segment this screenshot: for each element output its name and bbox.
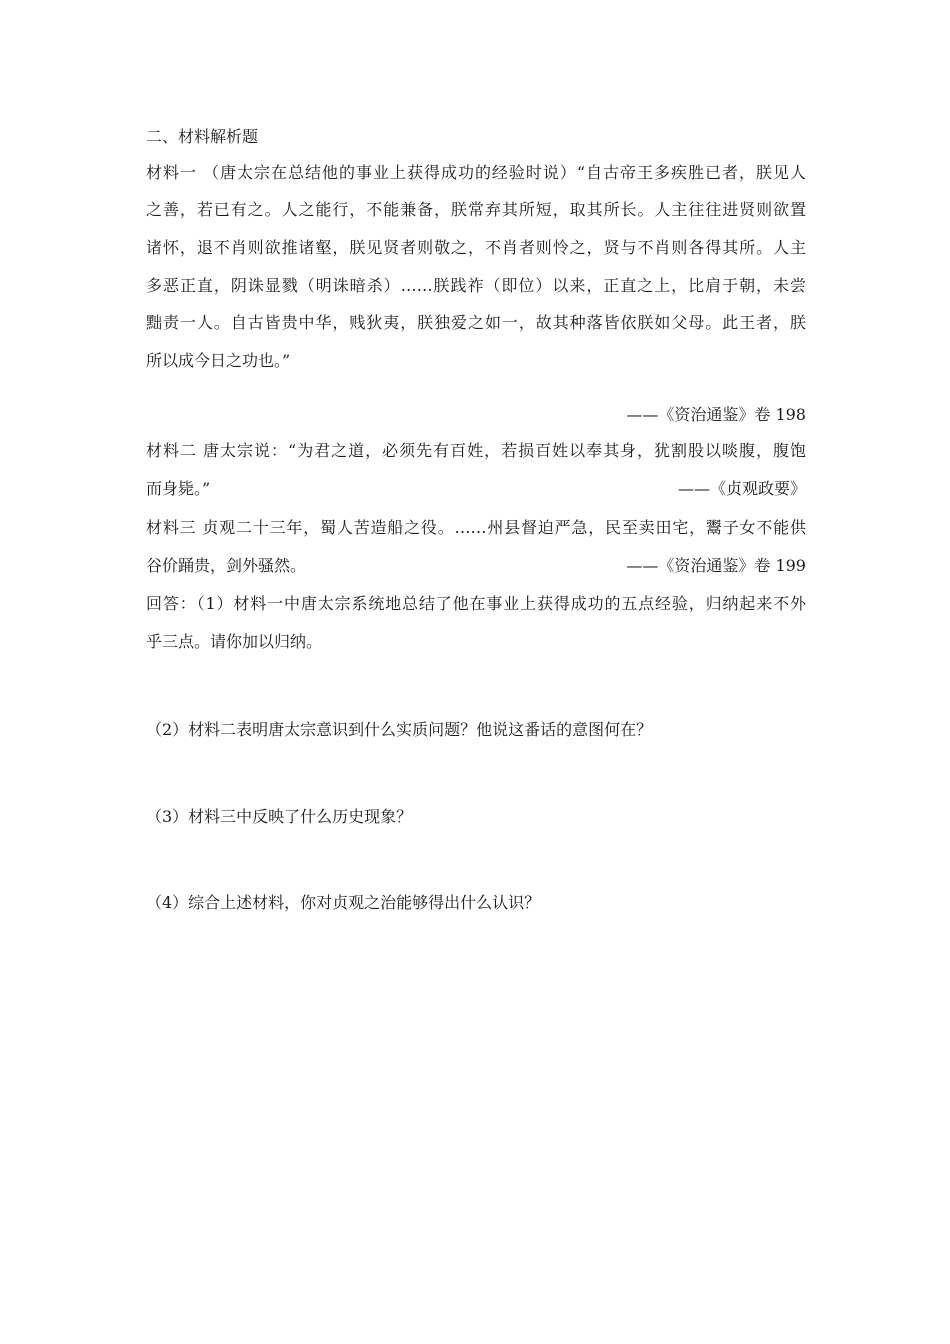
material-one-line: 黜责一人。自古皆贵中华，贱狄夷，朕独爱之如一，故其种落皆依朕如父母。此王者，朕 [146, 313, 806, 332]
material-one-line: 诸怀，退不肖则欲推诸壑，朕见贤者则敬之，不肖者则怜之，贤与不肖则各得其所。人主 [146, 238, 806, 257]
material-two-line: 而身毙。” [146, 479, 211, 498]
question-one-line: 乎三点。请你加以归纳。 [146, 632, 323, 651]
section-title: 二、材料解析题 [146, 127, 259, 146]
question-four: （4）综合上述材料，你对贞观之治能够得出什么认识？ [146, 893, 541, 912]
material-three-line: 材料三 贞观二十三年，蜀人苦造船之役。……州县督迫严急，民至卖田宅，鬻子女不能供 [146, 518, 806, 537]
question-two: （2）材料二表明唐太宗意识到什么实质问题？他说这番话的意图何在？ [146, 720, 653, 739]
material-three-source: ——《资治通鉴》卷 199 [626, 556, 806, 575]
material-three-last-line [146, 555, 806, 577]
material-one-line: 多恶正直，阴诛显戮（明诛暗杀）……朕践祚（即位）以来，正直之上，比肩于朝，未尝 [146, 276, 806, 295]
question-one-line: 回答：（1）材料一中唐太宗系统地总结了他在事业上获得成功的五点经验，归纳起来不外 [146, 594, 806, 613]
material-one-line: 材料一 （唐太宗在总结他的事业上获得成功的经验时说）“自古帝王多疾胜已者，朕见人 [146, 163, 806, 182]
material-two-source: ——《贞观政要》 [677, 479, 806, 498]
material-two-line: 材料二 唐太宗说：“为君之道，必须先有百姓，若损百姓以奉其身，犹割股以啖腹，腹饱 [146, 441, 806, 460]
material-one-line: 所以成今日之功也。” [146, 351, 291, 370]
material-one-line: 之善，若已有之。人之能行，不能兼备，朕常弃其所短，取其所长。人主往往进贤则欲置 [146, 200, 806, 219]
material-three-line: 谷价踊贵，剑外骚然。 [146, 556, 307, 575]
question-three: （3）材料三中反映了什么历史现象？ [146, 807, 413, 826]
material-one-source: ——《资治通鉴》卷 198 [626, 405, 806, 424]
material-two-last-line [146, 478, 806, 500]
